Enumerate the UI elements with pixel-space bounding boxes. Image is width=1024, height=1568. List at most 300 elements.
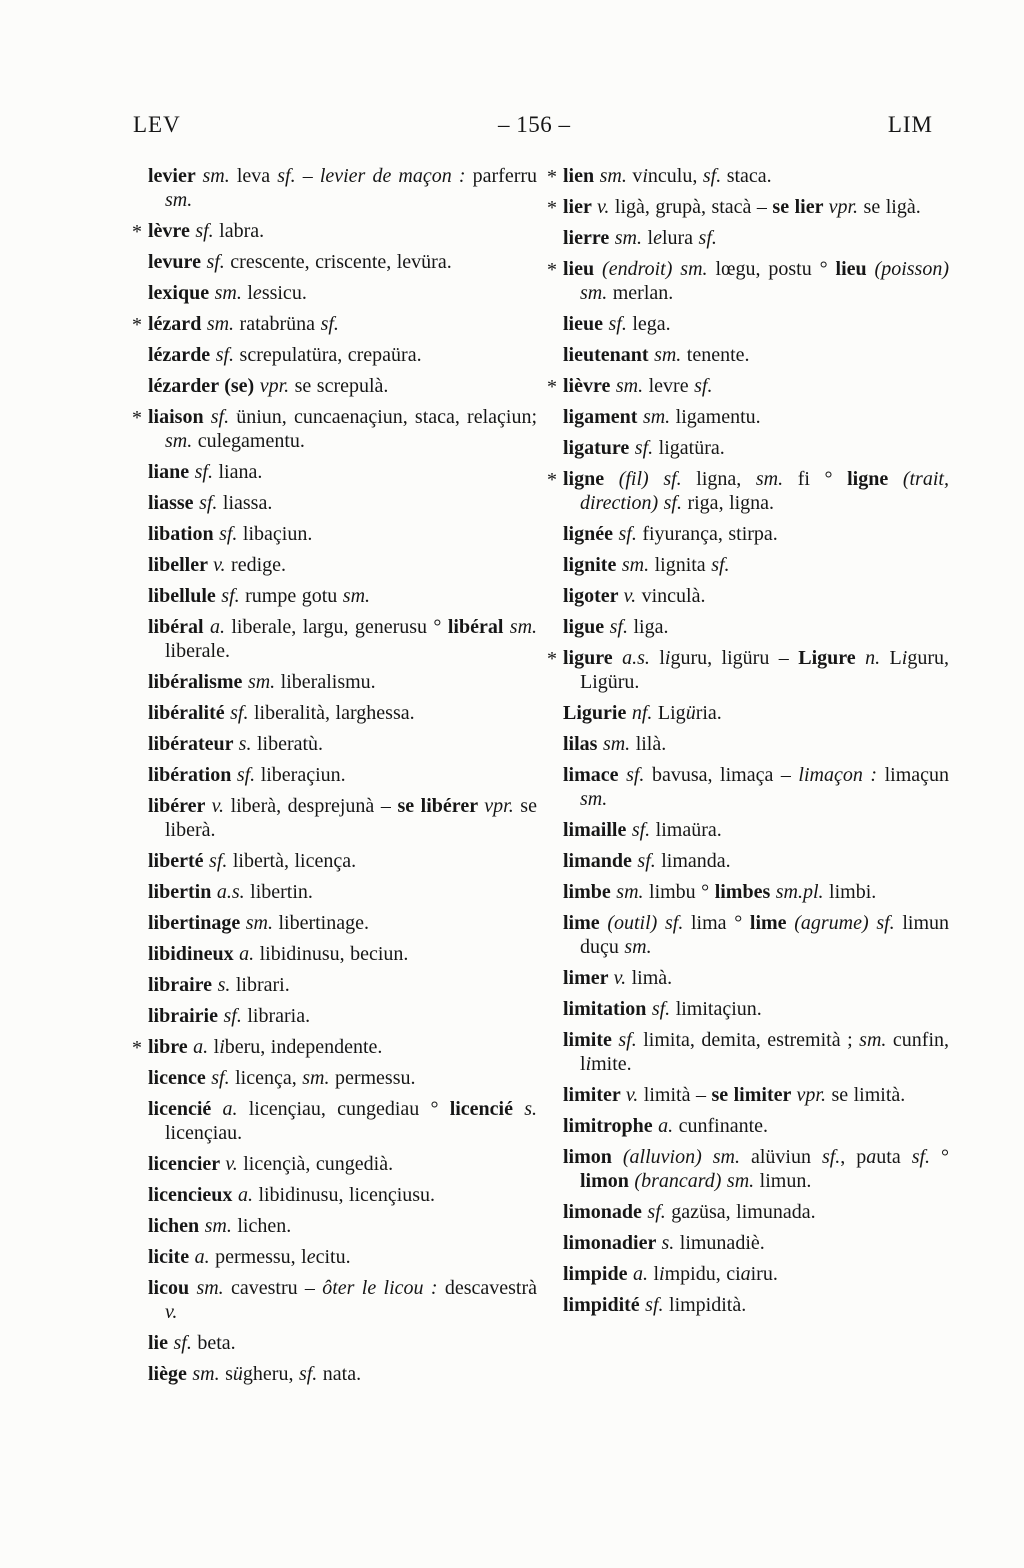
entry-text: s. <box>238 733 252 755</box>
entry-text: v. <box>597 196 610 218</box>
entry-text: sm. <box>342 585 371 607</box>
entry-text: sm. <box>616 881 644 903</box>
entry-text: sf. <box>210 406 230 428</box>
headword: lèvre <box>148 220 196 242</box>
sub-headword: limbes <box>714 881 776 903</box>
entry-text: libidinusu, beciun. <box>254 943 409 965</box>
headword: licou <box>148 1277 197 1299</box>
headword: licite <box>148 1246 195 1268</box>
entry-text: ôter le licou : <box>322 1277 438 1299</box>
entry-text: sm. <box>509 616 538 638</box>
entry-text: v. <box>613 967 627 989</box>
entry-text: libertin. <box>244 881 313 903</box>
dictionary-entry <box>563 1145 949 1193</box>
dictionary-entry <box>148 164 537 212</box>
entry-text: liassa. <box>217 492 273 514</box>
dictionary-columns <box>132 164 950 1393</box>
sub-headword: limon <box>580 1170 635 1192</box>
entry-text: sm.pl. <box>775 881 824 903</box>
entry-text: üniun, cuncaenaçiun, staca, relaçiun; <box>229 406 537 428</box>
entry-text: a <box>866 1146 877 1168</box>
entry-text: sf. <box>651 998 671 1020</box>
entry-text: cunfinante. <box>673 1115 769 1137</box>
dictionary-entry <box>563 522 949 546</box>
dictionary-entry <box>563 1114 949 1138</box>
dictionary-entry <box>563 1262 949 1286</box>
entry-text: sf. <box>320 313 339 335</box>
entry-text: sf. <box>608 313 627 335</box>
dictionary-entry <box>563 818 949 842</box>
entry-text: levier de maçon : <box>319 165 466 187</box>
entry-text: cavestru – <box>223 1277 323 1299</box>
headword: libération <box>148 764 237 786</box>
headword: ligoter <box>563 585 624 607</box>
headword: limitation <box>563 998 652 1020</box>
entry-text: a. <box>193 1036 209 1058</box>
entry-text: sf. <box>223 1005 242 1027</box>
entry-text: liga. <box>627 616 669 638</box>
entry-text: sf. <box>618 523 637 545</box>
entry-text: limbi. <box>823 881 877 903</box>
sub-headword: Ligure <box>798 647 866 669</box>
entry-text: limitaçiun. <box>670 998 762 1020</box>
entry-text: gheru, <box>242 1363 299 1385</box>
entry-text: sf. <box>631 819 651 841</box>
entry-text: v. <box>623 585 637 607</box>
asterisk-marker: * <box>132 407 142 429</box>
entry-text: sm. <box>859 1029 887 1051</box>
entry-text: sf. <box>221 585 240 607</box>
headword: limace <box>563 764 627 786</box>
entry-text: ° <box>930 1146 950 1168</box>
entry-text: vpr. <box>828 196 859 218</box>
dictionary-entry <box>148 1362 537 1386</box>
dictionary-entry <box>563 615 949 639</box>
asterisk-marker: * <box>547 259 557 281</box>
entry-text: sf. <box>618 1029 637 1051</box>
headword: limite <box>563 1029 619 1051</box>
headword: limiter <box>563 1084 626 1106</box>
entry-text: lilà. <box>630 733 667 755</box>
dictionary-entry <box>563 966 949 990</box>
dictionary-entry <box>148 1066 537 1090</box>
entry-text: a.s. <box>622 647 650 669</box>
headword: libéral <box>148 616 210 638</box>
entry-text: (fil) sf. <box>618 468 682 490</box>
entry-text: ligamentu. <box>670 406 761 428</box>
dictionary-entry <box>563 732 949 756</box>
headword: libation <box>148 523 220 545</box>
asterisk-marker: * <box>132 314 142 336</box>
entry-text: a. <box>658 1115 674 1137</box>
entry-text: ssicu. <box>261 282 307 304</box>
headword: lie <box>148 1332 174 1354</box>
entry-text: sf. <box>230 702 249 724</box>
dictionary-entry <box>563 343 949 367</box>
headword: liberté <box>148 850 210 872</box>
entry-text: libertà, licença. <box>227 850 357 872</box>
dictionary-entry <box>132 312 537 336</box>
dictionary-entry <box>148 701 537 725</box>
headword: libraire <box>148 974 218 996</box>
entry-text: a.s. <box>216 881 245 903</box>
entry-text: permessu, l <box>209 1246 307 1268</box>
entry-text: sm. <box>245 912 273 934</box>
entry-text: sm. <box>196 1277 224 1299</box>
headword: lexique <box>148 282 215 304</box>
dictionary-entry <box>563 763 949 811</box>
entry-text: libidinusu, licençiusu. <box>252 1184 436 1206</box>
entry-text: lichen. <box>231 1215 292 1237</box>
entry-text: lura <box>661 227 699 249</box>
headword: lieu <box>563 258 603 280</box>
entry-text: ria. <box>695 702 722 724</box>
dictionary-entry <box>148 343 537 367</box>
entry-text: l <box>642 227 654 249</box>
headword: ligament <box>563 406 643 428</box>
entry-text: ü <box>685 702 696 724</box>
entry-text: sm. <box>654 344 682 366</box>
headword: lichen <box>148 1215 205 1237</box>
entry-text: liberale. <box>165 640 230 662</box>
entry-text: e <box>306 1246 316 1268</box>
entry-text: tenente. <box>681 344 750 366</box>
entry-text: lega. <box>626 313 671 335</box>
entry-text: licençiau. <box>165 1122 243 1144</box>
sub-headword: libéral <box>447 616 510 638</box>
entry-text: v. <box>225 1153 238 1175</box>
dictionary-entry <box>148 732 537 756</box>
entry-text: i <box>642 165 648 187</box>
entry-text: liberatù. <box>251 733 324 755</box>
entry-text: sf. <box>647 1201 666 1223</box>
entry-text: limunadiè. <box>674 1232 765 1254</box>
entry-text: parferru <box>465 165 538 187</box>
dictionary-entry <box>148 1245 537 1269</box>
entry-text: screpulatüra, crepaüra. <box>234 344 422 366</box>
entry-text: sf. <box>694 375 713 397</box>
entry-text: libaçiun. <box>237 523 313 545</box>
entry-text: v. <box>165 1301 178 1323</box>
entry-text: sf. <box>173 1332 192 1354</box>
entry-text: sf. <box>199 492 218 514</box>
entry-text: liberalità, larghessa. <box>248 702 415 724</box>
dictionary-entry <box>148 584 537 608</box>
entry-text: alüviun <box>739 1146 822 1168</box>
headword: liasse <box>148 492 200 514</box>
dictionary-entry <box>148 615 537 663</box>
entry-text: gazüsa, limunada. <box>665 1201 816 1223</box>
dictionary-entry <box>148 1152 537 1176</box>
entry-text: nculu, <box>647 165 703 187</box>
dictionary-entry <box>148 1004 537 1028</box>
sub-headword: se limiter <box>711 1084 797 1106</box>
headword: licencieux <box>148 1184 238 1206</box>
headword: licencier <box>148 1153 226 1175</box>
entry-text: (brancard) sm. <box>634 1170 755 1192</box>
dictionary-entry <box>148 553 537 577</box>
entry-text: sf. <box>211 1067 230 1089</box>
headword: libéralisme <box>148 671 248 693</box>
headword: lilas <box>563 733 603 755</box>
asterisk-marker: * <box>547 469 557 491</box>
entry-text: sf. <box>219 523 238 545</box>
entry-text: sm. <box>206 313 235 335</box>
entry-text: ligatüra. <box>653 437 725 459</box>
dictionary-entry <box>148 1276 537 1324</box>
entry-text: licença, <box>229 1067 303 1089</box>
dictionary-entry <box>148 491 537 515</box>
sub-headword: se lier <box>772 196 829 218</box>
entry-text: sf. <box>711 554 730 576</box>
headword: lieutenant <box>563 344 655 366</box>
entry-text: v <box>626 165 643 187</box>
entry-text: se ligà. <box>858 196 921 218</box>
entry-text: vinculà. <box>636 585 706 607</box>
entry-text: librari. <box>230 974 290 996</box>
entry-text: se limità. <box>825 1084 906 1106</box>
headword: limpidité <box>563 1294 646 1316</box>
headword: limer <box>563 967 614 989</box>
asterisk-marker: * <box>132 1037 142 1059</box>
entry-text: descavestrà <box>437 1277 537 1299</box>
dictionary-entry <box>148 973 537 997</box>
dictionary-entry <box>563 553 949 577</box>
dictionary-entry <box>148 460 537 484</box>
headword: lien <box>563 165 600 187</box>
entry-text: a. <box>239 943 255 965</box>
asterisk-marker: * <box>547 648 557 670</box>
entry-text: a. <box>237 1184 253 1206</box>
entry-text: sm. <box>302 1067 330 1089</box>
entry-text: sf. <box>215 344 235 366</box>
entry-text: labra. <box>213 220 265 242</box>
entry-text: sm. <box>755 468 784 490</box>
entry-text: (endroit) sm. <box>602 258 708 280</box>
dictionary-entry <box>148 281 537 305</box>
headword: licence <box>148 1067 212 1089</box>
entry-text: sf. <box>634 437 654 459</box>
headword: levier <box>148 165 203 187</box>
headword: lièvre <box>563 375 616 397</box>
entry-text: limanda. <box>655 850 731 872</box>
headword: Ligurie <box>563 702 632 724</box>
entry-text: liberà, desprejunà – <box>224 795 398 817</box>
dictionary-entry <box>148 522 537 546</box>
headword: lime <box>563 912 608 934</box>
entry-text: mite. <box>591 1053 632 1075</box>
entry-text: licençiau, cungediau ° <box>237 1098 450 1120</box>
entry-text: ratabrüna <box>234 313 321 335</box>
entry-text: limà. <box>626 967 673 989</box>
dictionary-entry <box>547 257 949 305</box>
headword: liane <box>148 461 195 483</box>
entry-text: sf. <box>195 220 214 242</box>
entry-text: limita, demita, estremità ; <box>636 1029 860 1051</box>
column-left <box>132 164 538 1393</box>
header-left-keyword: LEV <box>133 112 181 137</box>
entry-text: beru, independente. <box>224 1036 383 1058</box>
dictionary-entry <box>563 880 949 904</box>
headword: libeller <box>148 554 214 576</box>
entry-text: i <box>659 1263 665 1285</box>
entry-text: sf. <box>206 251 225 273</box>
column-right <box>547 164 950 1393</box>
dictionary-entry <box>563 1200 949 1224</box>
entry-text: bavusa, limaça – <box>644 764 799 786</box>
headword: limbe <box>563 881 617 903</box>
dictionary-entry <box>148 250 537 274</box>
entry-text: limbu ° <box>643 881 715 903</box>
entry-text: redige. <box>225 554 287 576</box>
headword: ligue <box>563 616 610 638</box>
entry-text: lignita <box>649 554 712 576</box>
headword: libre <box>148 1036 194 1058</box>
sub-headword: ligne <box>847 468 903 490</box>
dictionary-entry <box>547 646 949 694</box>
headword: limonade <box>563 1201 648 1223</box>
dictionary-entry <box>132 405 537 453</box>
entry-text: licençià, cungedià. <box>237 1153 394 1175</box>
headword: ligne <box>563 468 619 490</box>
entry-text: a. <box>194 1246 210 1268</box>
dictionary-entry <box>563 1231 949 1255</box>
entry-text: cunfin, l <box>580 1029 949 1075</box>
entry-text: sm. <box>165 430 193 452</box>
entry-text: – <box>295 165 320 187</box>
entry-text: i <box>664 647 671 669</box>
entry-text: ligna, <box>681 468 756 490</box>
headword: libéralité <box>148 702 231 724</box>
headword: libérer <box>148 795 212 817</box>
headword: ligure <box>563 647 623 669</box>
dictionary-entry <box>563 226 949 250</box>
entry-text: mpidu, ci <box>664 1263 741 1285</box>
entry-text: sf. <box>298 1363 318 1385</box>
entry-text: sf. <box>645 1294 664 1316</box>
entry-text: l <box>649 647 665 669</box>
dictionary-entry <box>563 911 949 959</box>
entry-text: l <box>647 1263 660 1285</box>
headword: lierre <box>563 227 615 249</box>
dictionary-entry <box>148 942 537 966</box>
entry-text: guru, Ligüru. <box>580 647 949 693</box>
entry-text: culegamentu. <box>192 430 305 452</box>
entry-text: limaçun <box>877 764 950 786</box>
entry-text: sf. <box>637 850 656 872</box>
dictionary-entry <box>563 1083 949 1107</box>
entry-text: limpidità. <box>663 1294 747 1316</box>
asterisk-marker: * <box>547 376 557 398</box>
entry-text: sm. <box>599 165 627 187</box>
headword: lézard <box>148 313 207 335</box>
headword: librairie <box>148 1005 224 1027</box>
entry-text: i <box>585 1053 592 1075</box>
entry-text: limità – <box>638 1084 712 1106</box>
entry-text: e <box>653 227 662 249</box>
entry-text: rumpe gotu <box>239 585 343 607</box>
dictionary-entry <box>563 584 949 608</box>
headword: libidineux <box>148 943 240 965</box>
dictionary-entry <box>148 794 537 842</box>
headword: levure <box>148 251 207 273</box>
headword: libertinage <box>148 912 246 934</box>
dictionary-entry <box>563 312 949 336</box>
entry-text: L <box>880 647 902 669</box>
entry-text: (agrume) sf. <box>794 912 895 934</box>
entry-text: s. <box>661 1232 675 1254</box>
asterisk-marker: * <box>547 166 557 188</box>
dictionary-entry <box>148 880 537 904</box>
headword: lignée <box>563 523 619 545</box>
entry-text: liberaçiun. <box>255 764 346 786</box>
entry-text: limaçon : <box>798 764 878 786</box>
entry-text: a. <box>222 1098 238 1120</box>
headword: lieue <box>563 313 609 335</box>
entry-text: (poisson) sm. <box>580 258 949 304</box>
entry-text: sm. <box>624 936 652 958</box>
headword: limonadier <box>563 1232 662 1254</box>
entry-text: e <box>252 282 262 304</box>
dictionary-entry <box>148 1097 537 1145</box>
entry-text: s. <box>217 974 231 996</box>
headword: libérateur <box>148 733 239 755</box>
entry-text: sm. <box>621 554 650 576</box>
headword: limon <box>563 1146 623 1168</box>
entry-text: vpr. <box>796 1084 826 1106</box>
entry-text: (trait, direction) sf. <box>580 468 949 514</box>
entry-text: (alluvion) sm. <box>622 1146 740 1168</box>
entry-text: sf. <box>277 165 296 187</box>
entry-text: sm. <box>204 1215 232 1237</box>
running-head <box>133 112 933 138</box>
dictionary-entry <box>547 467 949 515</box>
entry-text: a <box>740 1263 751 1285</box>
dictionary-entry <box>563 405 949 429</box>
entry-text: fi ° <box>783 468 848 490</box>
entry-text: beta. <box>191 1332 236 1354</box>
entry-text: limaüra. <box>650 819 722 841</box>
headword: libellule <box>148 585 222 607</box>
entry-text: sf. <box>698 227 717 249</box>
dictionary-entry <box>563 1293 949 1317</box>
entry-text: ü <box>232 1363 243 1385</box>
sub-headword: lieu <box>835 258 875 280</box>
entry-text: libertinage. <box>272 912 369 934</box>
headword: liaison <box>148 406 211 428</box>
entry-text: liana. <box>212 461 263 483</box>
headword: libertin <box>148 881 217 903</box>
entry-text: permessu. <box>329 1067 416 1089</box>
entry-text: nata. <box>317 1363 362 1385</box>
dictionary-entry <box>563 849 949 873</box>
entry-text: Lig <box>652 702 686 724</box>
dictionary-entry <box>563 701 949 725</box>
entry-text: ligà, grupà, stacà – <box>609 196 773 218</box>
entry-text: sm. <box>614 227 642 249</box>
headword: limpide <box>563 1263 633 1285</box>
entry-text: riga, ligna. <box>681 492 775 514</box>
dictionary-entry <box>547 164 949 188</box>
dictionary-entry <box>148 670 537 694</box>
entry-text: se liberà. <box>165 795 537 841</box>
entry-text: sm. <box>214 282 242 304</box>
entry-text: vpr. <box>484 795 514 817</box>
entry-text: l <box>208 1036 220 1058</box>
entry-text: crescente, criscente, levüra. <box>224 251 452 273</box>
entry-text: sf. <box>702 165 722 187</box>
entry-text: libraria. <box>241 1005 311 1027</box>
